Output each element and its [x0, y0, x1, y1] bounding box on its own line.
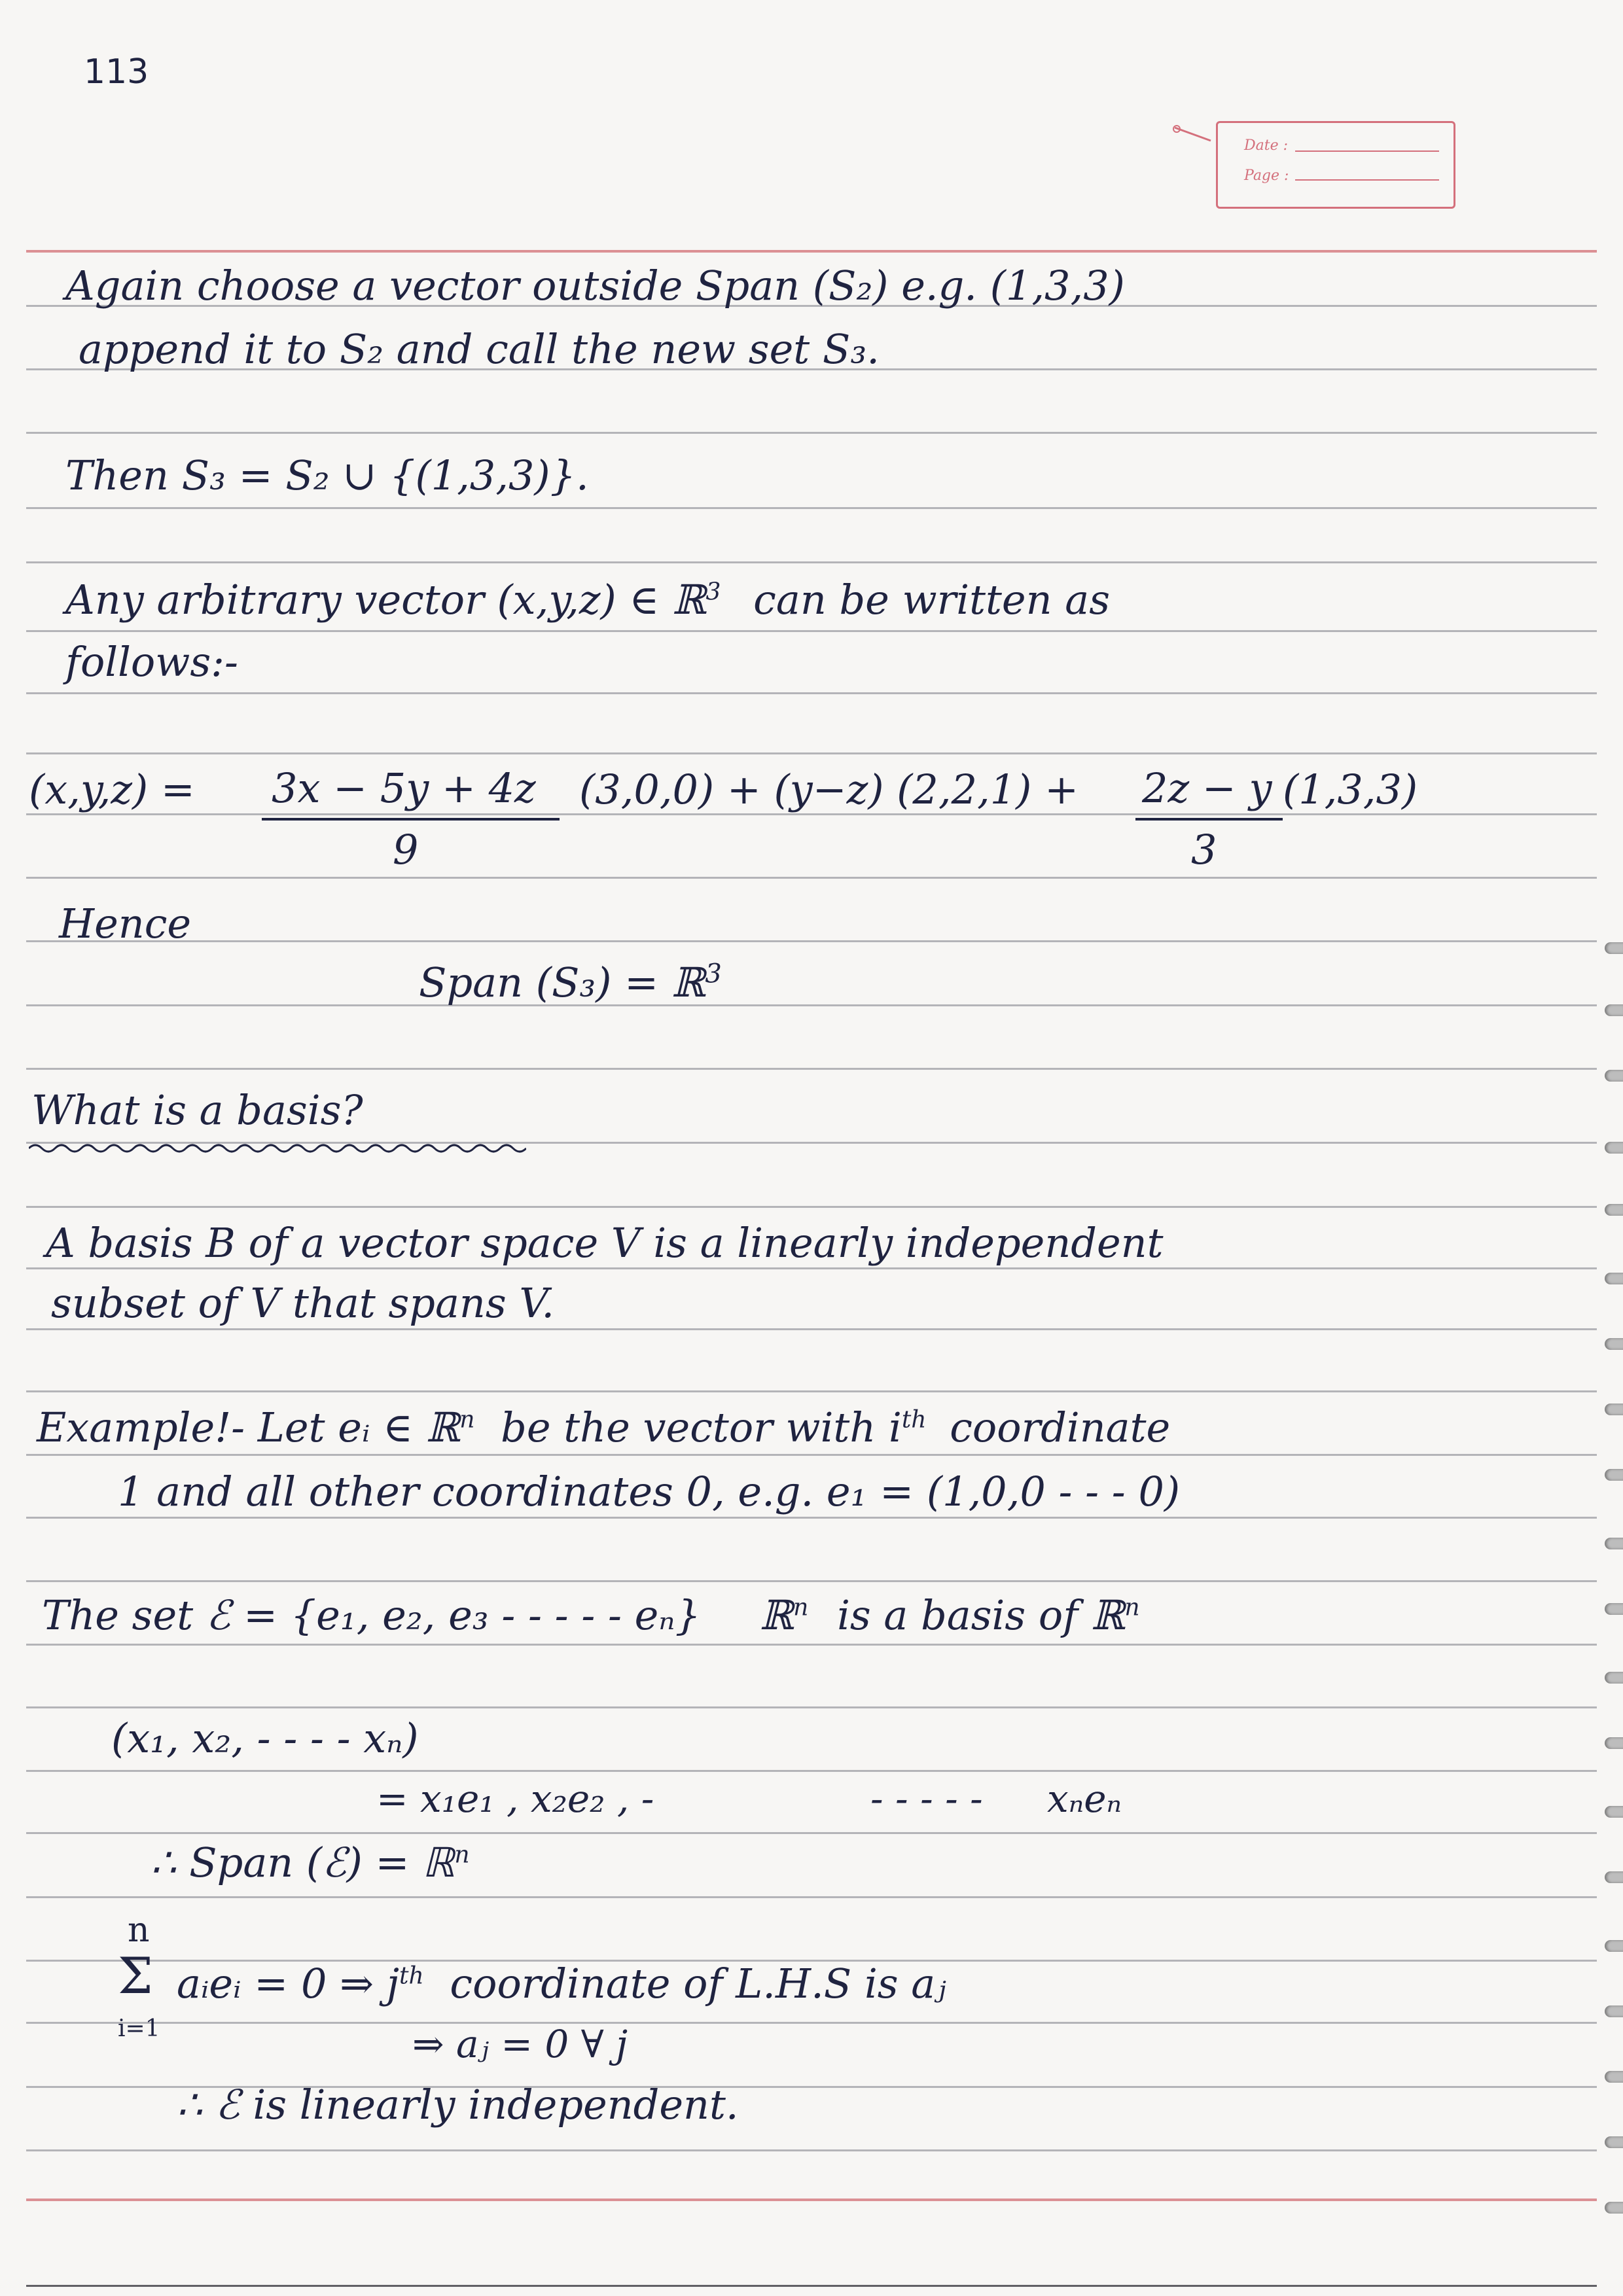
span-s3-text: Span (S₃) = ℝ — [419, 959, 705, 1006]
binding-hole — [1605, 1273, 1623, 1284]
line-span-s3 — [419, 959, 722, 1006]
ruled-line — [26, 1896, 1597, 1898]
ruled-line — [26, 1068, 1597, 1070]
ruled-line — [26, 1706, 1597, 1708]
span-e-line — [151, 1839, 470, 1886]
x-combination-a: = x₁e₁ , x₂e₂ , - — [376, 1776, 654, 1821]
sum-lower-limit: i=1 — [118, 2015, 160, 2042]
ruled-line — [26, 1517, 1597, 1519]
example-vector-text: be the vector with i — [501, 1404, 902, 1451]
line-hence: Hence — [59, 900, 192, 947]
binding-hole — [1605, 1142, 1623, 1154]
sum-line — [177, 1960, 946, 2007]
ruled-line — [26, 2022, 1597, 2024]
top-margin-rule — [26, 250, 1597, 253]
ruled-line — [26, 940, 1597, 942]
sum-symbol: Σ — [118, 1947, 153, 2005]
line-then-s3: Then S₃ = S₂ ∪ {(1,3,3)}. — [65, 451, 589, 499]
stamp-page-label: Page : — [1244, 168, 1289, 184]
ruled-line — [26, 1004, 1597, 1006]
pin-icon — [1171, 124, 1217, 144]
ruled-line — [26, 1267, 1597, 1269]
ruled-line — [26, 752, 1597, 754]
ith-superscript: th — [901, 1406, 927, 1434]
wavy-underline — [29, 1142, 526, 1155]
definition-line-1: A basis B of a vector space V is a linearly independent — [46, 1219, 1164, 1267]
span-e-exponent: n — [454, 1841, 470, 1869]
ruled-line — [26, 692, 1597, 694]
binding-hole — [1605, 2202, 1623, 2214]
ruled-line — [26, 1644, 1597, 1646]
eq-fraction-bar-1 — [262, 818, 560, 821]
ruled-line — [26, 1580, 1597, 1582]
basis-rn-exponent: n — [1124, 1594, 1140, 1621]
line-again-choose: Again choose a vector outside Span (S₂) e.g. (1,3,3) — [65, 262, 1125, 309]
eq-fraction-bar-2 — [1135, 818, 1283, 821]
line-append: append it to S₂ and call the new set S₃. — [79, 325, 880, 373]
binding-hole — [1605, 1204, 1623, 1216]
date-page-stamp — [1216, 121, 1455, 209]
eq-numerator-1: 3x − 5y + 4z — [272, 764, 536, 812]
eq-end: (1,3,3) — [1283, 766, 1418, 813]
ruled-line — [26, 877, 1597, 879]
binding-hole — [1605, 1871, 1623, 1883]
binding-hole — [1605, 1338, 1623, 1350]
set-rn-exponent: n — [793, 1594, 809, 1621]
line-any-arbitrary — [65, 576, 1110, 624]
x-combination-dots: - - - - - — [870, 1776, 983, 1821]
example-let-text: Example!- Let eᵢ ∈ ℝ — [37, 1404, 460, 1451]
binding-hole — [1605, 1672, 1623, 1684]
linearly-independent-line: ∴ ℰ is linearly independent. — [177, 2081, 739, 2128]
sum-upper-limit: n — [128, 1911, 150, 1950]
rn-exponent: n — [459, 1406, 475, 1434]
sum-expression: aᵢeᵢ = 0 ⇒ j — [177, 1960, 400, 2007]
jth-superscript: th — [399, 1962, 424, 1990]
bottom-margin-rule — [26, 2199, 1597, 2201]
binding-hole — [1605, 1070, 1623, 1082]
example-line-2: 1 and all other coordinates 0, e.g. e₁ = (1,0,0 - - - 0) — [118, 1468, 1181, 1515]
binding-hole — [1605, 2136, 1623, 2148]
any-arbitrary-text: Any arbitrary vector (x,y,z) ∈ ℝ — [65, 576, 706, 624]
line-follows: follows:- — [65, 638, 238, 686]
ruled-line — [26, 1832, 1597, 1834]
eq-denominator-1: 9 — [393, 826, 419, 874]
ruled-line — [26, 1454, 1597, 1456]
line-the-set — [42, 1591, 1140, 1639]
eq-lhs: (x,y,z) = — [29, 766, 195, 813]
binding-hole — [1605, 2005, 1623, 2017]
ruled-line — [26, 1770, 1597, 1772]
binding-hole — [1605, 942, 1623, 954]
stamp-date-label: Date : — [1244, 137, 1289, 154]
coordinate-text: coordinate — [950, 1404, 1171, 1451]
aj-zero-line: ⇒ aⱼ = 0 ∀ j — [412, 2022, 628, 2066]
is-a-basis-text: is a basis of ℝ — [837, 1591, 1125, 1639]
binding-hole — [1605, 1404, 1623, 1415]
definition-line-2: subset of V that spans V. — [51, 1279, 555, 1327]
sum-coordinate-text: coordinate of L.H.S is aⱼ — [450, 1960, 946, 2007]
page-edge-rule — [26, 2285, 1597, 2287]
set-rn: ℝ — [759, 1591, 794, 1639]
ruled-line — [26, 1206, 1597, 1208]
ruled-line — [26, 432, 1597, 434]
ruled-line — [26, 1328, 1597, 1330]
stamp-page-line — [1295, 179, 1439, 181]
span-e-text: ∴ Span (ℰ) = ℝ — [151, 1839, 455, 1886]
binding-hole — [1605, 1603, 1623, 1615]
r3-exponent: 3 — [705, 578, 721, 606]
binding-hole — [1605, 2071, 1623, 2083]
binding-hole — [1605, 1737, 1623, 1749]
binding-hole — [1605, 1940, 1623, 1952]
eq-middle: (3,0,0) + (y−z) (2,2,1) + — [579, 766, 1079, 813]
x-tuple: (x₁, x₂, - - - - xₙ) — [111, 1714, 419, 1762]
example-line-1 — [37, 1404, 1170, 1451]
eq-numerator-2: 2z − y — [1142, 764, 1272, 812]
can-be-written-text: can be written as — [753, 576, 1111, 624]
span-s3-exponent: 3 — [705, 959, 722, 989]
heading-what-is-basis: What is a basis? — [31, 1086, 363, 1134]
ruled-line — [26, 630, 1597, 632]
page-number: 113 — [84, 52, 149, 92]
stamp-date-line — [1295, 150, 1439, 152]
ruled-line — [26, 2149, 1597, 2151]
x-combination-end: xₙeₙ — [1047, 1776, 1122, 1821]
binding-hole — [1605, 1806, 1623, 1818]
eq-denominator-2: 3 — [1191, 826, 1217, 874]
ruled-line — [26, 1390, 1597, 1392]
ruled-line — [26, 813, 1597, 815]
ruled-line — [26, 507, 1597, 509]
set-definition: The set ℰ = {e₁, e₂, e₃ - - - - - eₙ} — [42, 1591, 701, 1639]
binding-hole — [1605, 1469, 1623, 1481]
ruled-line — [26, 561, 1597, 563]
binding-hole — [1605, 1538, 1623, 1549]
binding-hole — [1605, 1004, 1623, 1016]
